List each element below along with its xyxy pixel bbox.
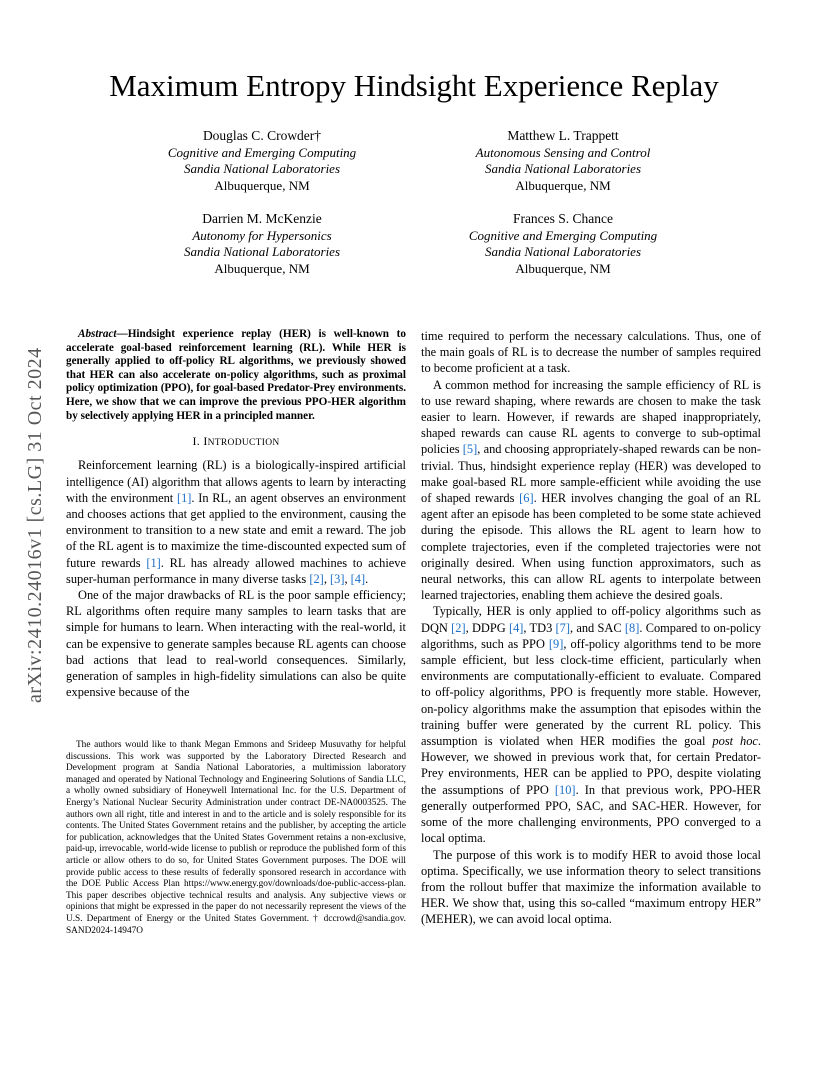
abstract-label: Abstract — [78, 328, 117, 340]
author-name: Frances S. Chance — [512, 211, 614, 226]
paragraph: The purpose of this work is to modify HER to avoid those local optima. Specifically, we use information theory to select transitions from the rollout buffer that maximize the information available to HER. We show that, using this so-called “maximum entropy HER” (MEHER), we can avoid local optima. — [421, 847, 761, 927]
author-block — [413, 211, 713, 277]
abstract-text: —Hindsight experience replay (HER) is well-known to accelerate goal-based reinforcement learning (RL). While HER is generally applied to off-policy RL algorithms, we previously showed that HER can also accelerate on-policy algorithms, such as proximal policy optimization (PPO), for goal-based Predator-Prey environments. Here, we show that we can improve the previous PPO-HER algorithm by selectively applying HER in a principled manner. — [66, 328, 406, 422]
citation-link[interactable]: [7] — [555, 620, 570, 635]
author-block — [112, 128, 412, 194]
arxiv-identifier: arXiv:2410.24016v1 [cs.LG] 31 Oct 2024 — [24, 347, 46, 703]
right-column — [421, 328, 761, 928]
author-name: Matthew L. Trappett — [507, 128, 619, 143]
left-column — [66, 328, 406, 700]
abstract — [66, 328, 406, 423]
citation-link[interactable]: [4] — [350, 571, 366, 586]
citation-link[interactable]: [3] — [330, 571, 345, 586]
author-location: Albuquerque, NM — [515, 177, 611, 193]
author-organization: Sandia National Laboratories — [484, 161, 642, 176]
author-department: Autonomy for Hypersonics — [192, 227, 332, 243]
citation-link[interactable]: [1] — [146, 555, 161, 570]
author-block — [112, 211, 412, 277]
citation-link[interactable]: [10] — [554, 782, 576, 797]
paragraph: A common method for increasing the sample efficiency of RL is to use reward shaping, where rewards are chosen to make the task easier to learn. However, if rewards are shaped inappropriately, shaped rewards can cause RL agents to converge to sub-optimal policies [5], and choosing appropriately-shaped rewards can be non-trivial. Thus, hindsight experience replay (HER) was developed to make goal-based RL more sample-efficient while avoiding the use of shaped rewards [6]. HER involves changing the goal of an RL agent after an episode has been completed to be some state achieved during the episode. This allows the RL agent to learn how to complete trajectories, even if the completed trajectories were not originally desired. When using function approximators, such as neural networks, this can allow RL agents to interpolate between learned trajectories, enabling them achieve the desired goals. — [421, 377, 761, 603]
paper-title: Maximum Entropy Hindsight Experience Replay — [109, 68, 719, 103]
author-location: Albuquerque, NM — [515, 260, 611, 276]
author-name: Douglas C. Crowder† — [202, 128, 322, 143]
citation-link[interactable]: [8] — [624, 620, 640, 635]
author-department: Autonomous Sensing and Control — [475, 144, 651, 160]
author-organization: Sandia National Laboratories — [183, 244, 341, 259]
citation-link[interactable]: [6] — [519, 491, 534, 506]
citation-link[interactable]: [9] — [548, 636, 564, 651]
footnote: The authors would like to thank Megan Emmons and Srideep Musuvathy for helpful discussions. This work was supported by the Laboratory Directed Research and Development program at Sandia National Laboratories, a multimission laboratory managed and operated by National Technology and Engineering Solutions of Sandia LLC, a wholly owned subsidiary of Honeywell International Inc. for the U.S. Department of Energy’s National Nuclear Security Administration under contract DE-NA0003525. The authors own all right, title and interest in and to the article and is solely responsible for its contents. The United States Government retains and the publisher, by accepting the article for publication, acknowledges that the United States Government retains a non-exclusive, paid-up, irrevocable, world-wide license to publish or reproduce the published form of this article or allow others to do so, for United States Government purposes. The DOE will provide public access to these results of federally sponsored research in accordance with the DOE Public Access Plan https://www.energy.gov/downloads/doe-public-access-plan. This paper describes objective technical results and analysis. Any subjective views or opinions that might be expressed in the paper do not necessarily represent the views of the U.S. Department of Energy or the United States Government. † dccrowd@sandia.gov. SAND2024-14947O — [66, 740, 406, 936]
author-organization: Sandia National Laboratories — [484, 244, 642, 259]
citation-link[interactable]: [5] — [462, 442, 478, 457]
citation-link[interactable]: [2] — [451, 620, 466, 635]
author-department: Cognitive and Emerging Computing — [167, 144, 357, 160]
author-organization: Sandia National Laboratories — [183, 161, 341, 176]
citation-link[interactable]: [4] — [508, 620, 524, 635]
citation-link[interactable]: [1] — [176, 490, 192, 505]
emphasis: post hoc — [712, 734, 758, 749]
author-location: Albuquerque, NM — [214, 260, 310, 276]
author-department: Cognitive and Emerging Computing — [468, 227, 658, 243]
author-location: Albuquerque, NM — [214, 177, 310, 193]
citation-link[interactable]: [2] — [309, 571, 324, 586]
section-heading: I. INTRODUCTION — [192, 434, 280, 449]
author-block — [413, 128, 713, 194]
paragraph: One of the major drawbacks of RL is the poor sample efficiency; RL algorithms often require many samples to learn tasks that are simple for humans to learn. When interacting with the real-world, it can be expensive to generate samples because RL agents can choose bad actions that lead to real-world consequences. Similarly, generation of samples in high-fidelity simulations can also be quite expensive because of the — [66, 587, 406, 700]
author-name: Darrien M. McKenzie — [202, 211, 322, 226]
paragraph: Reinforcement learning (RL) is a biologically-inspired artificial intelligence (AI) algorithm that allows agents to learn by interacting with the environment [1]. In RL, an agent observes an environment and chooses actions that get applied to the environment, causing the environment to transition to a new state and emit a reward. The job of the RL agent is to maximize the time-discounted expected sum of future rewards [1]. RL has already allowed machines to achieve super-human performance in many diverse tasks [2], [3], [4]. — [66, 458, 406, 586]
paragraph: time required to perform the necessary calculations. Thus, one of the main goals of RL is to decrease the number of samples required to become proficient at a task. — [421, 329, 761, 376]
paragraph: Typically, HER is only applied to off-policy algorithms such as DQN [2], DDPG [4], TD3 [7], and SAC [8]. Compared to on-policy algorithms, such as PPO [9], off-policy algorithms tend to be more sample efficient, but less clock-time efficient, particularly when environments are computationally-efficient to evaluate. Compared to off-policy algorithms, PPO is frequently more stable. However, on-policy algorithms make the assumption that episodes within the training buffer were generated by the current RL policy. This assumption is violated when HER modifies the goal post hoc. However, we showed in previous work that, for certain Predator-Prey environments, HER can be applied to PPO, despite violating the assumptions of PPO [10]. In that previous work, PPO-HER generally outperformed PPO, SAC, and SAC-HER. However, for some of the more challenging environments, PPO converged to a local optima. — [421, 604, 761, 846]
